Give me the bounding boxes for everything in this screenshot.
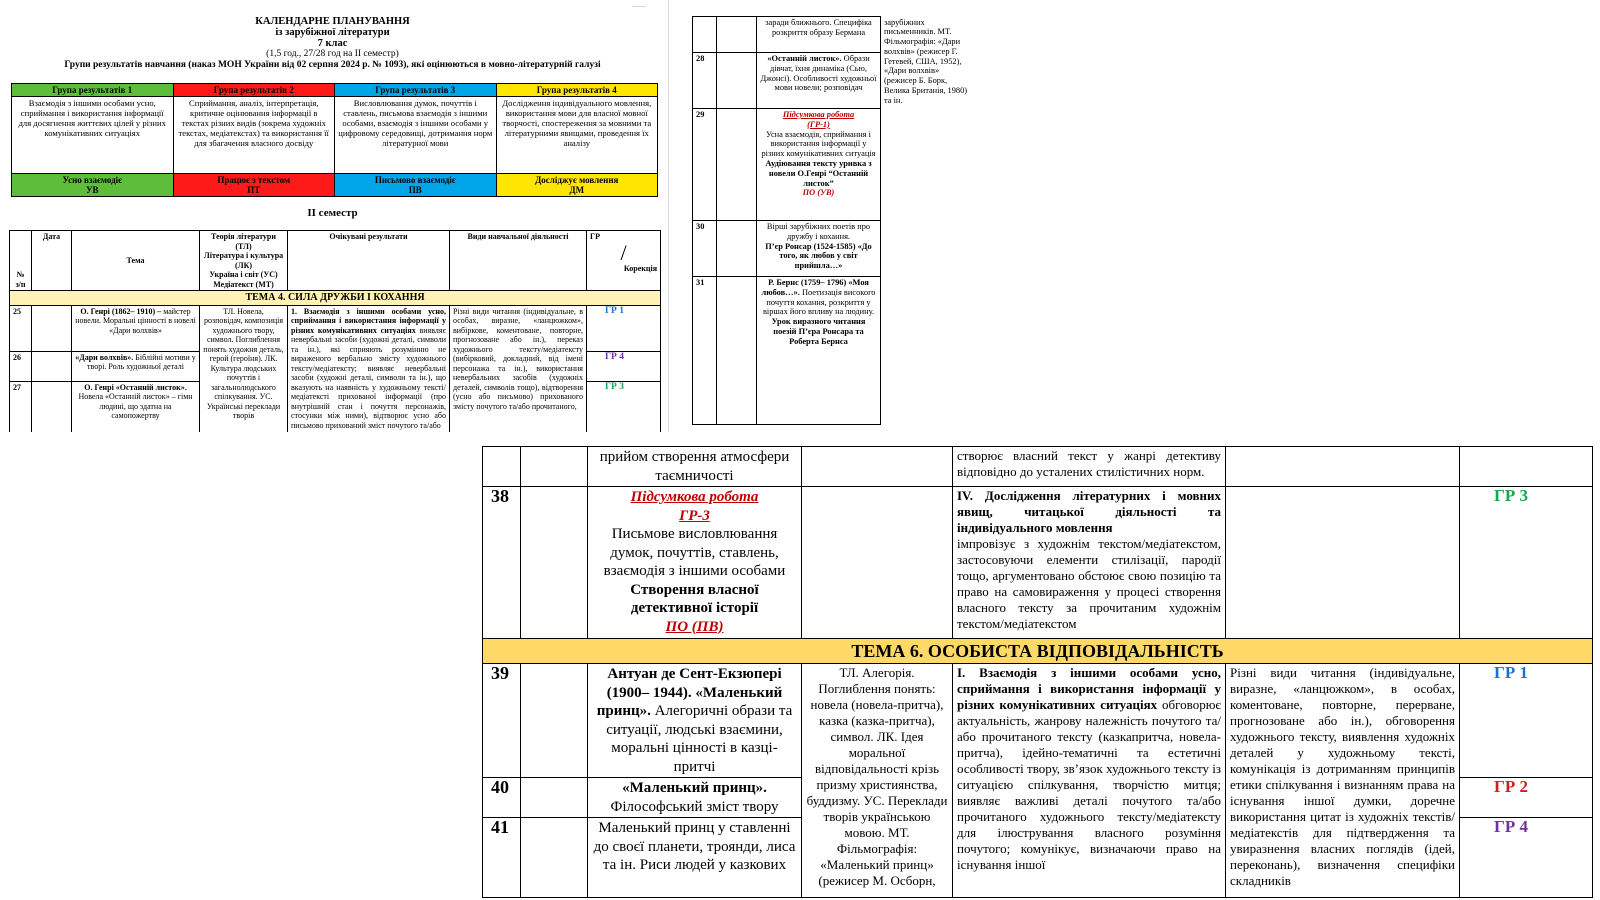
col-slash: / — [620, 239, 627, 265]
result-groups-table — [11, 83, 658, 197]
group-2-title: Група результатів 2 — [173, 84, 335, 97]
group-3-footer: Письмово взаємодіє ПВ — [335, 174, 497, 197]
group-4-desc: Дослідження індивідуального мовлення, використання мови для власної мовної творчості, спостереження за мовними та літературними явищами, проведення їх аналізу — [496, 97, 658, 174]
row-40-date — [521, 778, 588, 818]
row-38-bold: Створення власної детективної історії — [630, 581, 759, 616]
row-25-num: 25 — [10, 305, 32, 351]
group-2-footer: Працює з текстом ПТ — [173, 174, 335, 197]
results-cell-zoomed-text: обговорює актуальність, жанрову належність почутого та/або прочитаного тексту (казкапритча, новела-притча), ідейно-тематичні та естетичні особливості твору, зв’язок художнього тексту із ситуацією спілкування, творчістю митця; виявляє важливі деталі почутого та/або прочитаного художнього тексту/медіатексту для ілюстрування власного розуміння почутого; комунікує, визначаючи право на існування іншої — [957, 697, 1221, 872]
row-28-topic — [757, 53, 881, 109]
theory-cell-zoomed: ТЛ. Алегорія. Поглиблення понять: новела (новела-притча), казка (казка-притча), символ. ЛК. Ідея моральної відповідальності крізь призму християнства, буддизму. УС. Переклади творів українською мовою. МТ. Фільмографія: «Маленький принц» (режисер М. Осборн, — [802, 664, 953, 898]
activities-cell: Різні види читання (індивідуальне, в особах, виразне, «ланцюжком», вибіркове, коментоване, повторне, прогнозоване або ін.), переказ художнього тексту/медіатексту (вибірковий, докладний, від імені персонажа та ін.), використання невербальних засобів (художніх деталей, символів тощо), відтворення (усно або письмово) прихованого змісту почутого та/або прочитаного, — [450, 305, 587, 432]
header-groups-note: Групи результатів навчання (наказ МОН України від 02 серпня 2024 р. № 1093), які оцінюються в мовно-літературній галузі — [64, 60, 601, 70]
row-27-topic-text: Новела «Останній листок» – гімн людині, що здатна на самопожертву — [78, 392, 193, 420]
row-28-date — [717, 53, 757, 109]
row-31-text: Поетизація високого почуття кохання, розкриття у віршах його впливу на людину. — [762, 287, 876, 317]
row-30-date — [717, 221, 757, 277]
activities-cell-zoomed: Різні види читання (індивідуальне, виразне, «ланцюжком», в особах, коментоване, повторне, перерване, прогнозоване або ін.), обговорення художнього тексту, виявлення художніх деталей у художньому тексті, комунікація із дотриманням принципів етики спілкування і визнанням права на існування іншої думки, доречне використання цитат із художніх текстів/медіатекстів для підтвердження та увиразнення власних поглядів (ідей, переконань), визначення специфіки складників — [1226, 664, 1460, 898]
row-38-activities — [1226, 487, 1460, 639]
calendar-plan-table-zoomed — [482, 446, 1593, 898]
results-cell-zoomed-bold: І. Взаємодія з іншими особами усно, сприймання і використання інформації у різних комунікативних ситуаціях — [957, 665, 1221, 712]
row-41-gr: ГР 4 — [1460, 818, 1593, 898]
page-corner-mark — [632, 6, 646, 7]
filmography-cell: зарубіжних письменників. МТ. Фільмографія: «Дари волхвів» (режисер Г. Гетевей, США, 1952), «Дари волхвів» (режисер Б. Борк, Велика Британія, 1980) та ін. — [881, 17, 973, 109]
row-37-results: створює власний текст у жанрі детективу відповідно до усталених стилістичних норм. — [953, 447, 1226, 487]
row-38-results-text: імпровізує з художнім текстом/медіатекстом, застосовуючи елементи стилізації, пародії тощо, аргументовано обстоює свою позицію та право на самовираження у процесі створення власного тексту за прочитаним художнім текстом/медіатекстом — [957, 536, 1221, 631]
row-31-line — [760, 278, 877, 317]
topic-4-title: ТЕМА 4. СИЛА ДРУЖБИ І КОХАННЯ — [10, 291, 661, 306]
row-39-topic — [588, 664, 802, 778]
row-39-date — [521, 664, 588, 778]
row-29-side — [881, 109, 973, 221]
row-40-num: 40 — [483, 778, 521, 818]
row-27-date — [32, 381, 72, 432]
row-29-text: Усна взаємодія, сприймання і використання інформації у різних комунікативних ситуація — [761, 129, 876, 159]
document-header — [0, 16, 665, 71]
row-25-topic-text: майстер новели. Моральні цінності в новелі «Дари волхвів» — [75, 306, 196, 335]
header-grade: 7 клас — [317, 38, 348, 49]
col-date: Дата — [32, 231, 72, 291]
row-26-num: 26 — [10, 351, 32, 381]
row-38-num: 38 — [483, 487, 521, 639]
row-29-num: 29 — [693, 109, 717, 221]
row-37-date — [521, 447, 588, 487]
calendar-plan-table — [9, 230, 661, 432]
group-1-footer: Усно взаємодіє УВ — [12, 174, 174, 197]
results-cell-text: виявляє невербальні засоби (художні деталі, символи та ін.), які сприяють розумінню не вираженого вербально змісту художнього тексту/медіатексту; виявляє невербальні засоби (художні деталі, символи та ін.), що вказують на наявність у художньому тексті/медіатексті прихованої інформації (про внутрішній стан і почуття персонажів, стосунки між ними), відтворює усно або письмово прихований зміст почутого та/або — [291, 325, 446, 430]
row-38-topic — [588, 487, 802, 639]
row-38-gr: ГР 3 — [1460, 487, 1593, 639]
row-39-gr: ГР 1 — [1460, 664, 1593, 778]
col-gr: ГР — [590, 232, 600, 241]
header-title: КАЛЕНДАРНЕ ПЛАНУВАННЯ — [255, 16, 410, 27]
col-topic: Тема — [72, 231, 200, 291]
row-40-topic — [588, 778, 802, 818]
prev-row-date — [717, 17, 757, 53]
row-37-theory — [802, 447, 953, 487]
row-40-topic-bold: «Маленький принц». — [622, 780, 767, 796]
calendar-plan-table-continued — [692, 16, 973, 425]
row-25-date — [32, 305, 72, 351]
row-29-bold: Аудіювання тексту уривка з новели О.Генрі “Останній листок” — [765, 158, 872, 188]
row-31-bold: Урок виразного читання поезій П’єра Ронсара та Роберта Бернса — [771, 317, 866, 346]
row-28-num: 28 — [693, 53, 717, 109]
row-38-group: ГР-3 — [679, 507, 710, 524]
row-25-gr: ГР 1 — [587, 305, 661, 351]
row-26-gr: ГР 4 — [587, 351, 661, 381]
row-37-activities — [1226, 447, 1460, 487]
row-38-theory — [802, 487, 953, 639]
semester-title: ІІ семестр — [307, 207, 358, 219]
group-3-title: Група результатів 3 — [335, 84, 497, 97]
page-divider — [668, 0, 669, 432]
row-30-topic — [757, 221, 881, 277]
document-page-2 — [690, 0, 974, 432]
results-cell-bold: 1. Взаємодія з іншими особами усно, сприймання і використання інформації у різних комунікативних ситуаціях — [291, 306, 446, 335]
row-31-num: 31 — [693, 277, 717, 425]
row-37-topic: прийом створення атмосфери таємничості — [588, 447, 802, 487]
header-hours: (1,5 год., 27/28 год на ІІ семестр) — [266, 49, 399, 59]
row-37-num — [483, 447, 521, 487]
group-2-desc: Сприймання, аналіз, інтерпретація, критичне оцінювання інформації в текстах різних видів (зокрема художніх текстах, медіатекстах) та використання її для збагачення власного досвіду — [173, 97, 335, 174]
row-39-topic-text: Алегоричні образи та ситуації, людські взаємини, моральні цінності в казці-притчі — [606, 703, 793, 775]
row-39-topic-bold: Антуан де Сент-Екзюпері (1900– 1944). «Маленький принц». — [596, 666, 783, 719]
theory-cell: ТЛ. Новела, розповідач, композиція художнього твору, символ. Поглиблення понять художня деталь, герой (героїня). ЛК. Культура людських почуттів і загальнолюдського спілкування. УС. Українські переклади творів — [200, 305, 288, 432]
group-1-title: Група результатів 1 — [12, 84, 174, 97]
group-1-desc: Взаємодія з іншими особами усно, сприймання і використання інформації для досягнення життєвих цілей у різних комунікативних ситуаціях — [12, 97, 174, 174]
row-29-final-work: Підсумкова робота — [782, 110, 855, 119]
row-28-topic-bold: «Останній листок». — [767, 54, 844, 63]
row-25-topic — [72, 305, 200, 351]
row-37-gr — [1460, 447, 1593, 487]
prev-row-topic: заради ближнього. Специфіка розкриття образу Бермана — [757, 17, 881, 53]
row-29-topic — [757, 109, 881, 221]
row-40-gr: ГР 2 — [1460, 778, 1593, 818]
topic-6-title: ТЕМА 6. ОСОБИСТА ВІДПОВІДАЛЬНІСТЬ — [483, 639, 1593, 664]
row-27-topic — [72, 381, 200, 432]
row-29-po: ПО (УВ) — [802, 188, 835, 198]
row-27-topic-bold: О. Генрі «Останній листок». — [84, 382, 187, 392]
group-4-footer: Досліджує мовлення ДМ — [496, 174, 658, 197]
row-30-side — [881, 221, 973, 277]
row-28-topic-text: Образи дівчат, їхня динаміка (Сью, Джонсі). Особливості художньої мови новели; розповідач — [760, 54, 877, 93]
group-3-desc: Висловлювання думок, почуттів і ставлень, письмова взаємодія з іншими особами, взаємодія з іншими особами у цифровому середовищі, дотримання норм літературної мови — [335, 97, 497, 174]
row-31-date — [717, 277, 757, 425]
row-39-num: 39 — [483, 664, 521, 778]
row-30-num: 30 — [693, 221, 717, 277]
row-31-topic — [757, 277, 881, 425]
row-26-date — [32, 351, 72, 381]
row-31-side — [881, 277, 973, 425]
row-38-date — [521, 487, 588, 639]
col-correction: Корекція — [623, 263, 658, 273]
col-num: № з/п — [10, 231, 32, 291]
row-38-text: Письмове висловлювання думок, почуттів, ставлень, взаємодія з іншими особами — [603, 526, 786, 579]
col-theory: Теорія літератури (ТЛ) Література і культура (ЛК) Україна і світ (УС) Медіатекст (МТ) — [200, 231, 288, 291]
col-activities: Види навчальної діяльності — [450, 231, 587, 291]
row-27-gr: ГР 3 — [587, 381, 661, 432]
row-41-topic: Маленький принц у ставленні до своєї планети, троянди, лиса та ін. Риси людей у казкових — [588, 818, 802, 898]
row-26-topic-text: Біблійні мотиви у творі. Роль художньої деталі — [86, 352, 196, 371]
row-26-topic — [72, 351, 200, 381]
row-30-bold: П’єр Ронсар (1524-1585) «До того, як любов у світ прийшла…» — [765, 241, 872, 271]
row-29-date — [717, 109, 757, 221]
row-26-topic-bold: «Дари волхвів». — [75, 352, 136, 362]
row-38-final-work: Підсумкова робота — [630, 489, 759, 505]
results-cell-zoomed — [953, 664, 1226, 898]
row-31-bold1: Р. Бернс (1759– 1796) «Моя любов…». — [761, 278, 869, 297]
row-41-num: 41 — [483, 818, 521, 898]
row-27-num: 27 — [10, 381, 32, 432]
row-38-results-bold: ІV. Дослідження літературних і мовних явищ, читацької діяльності та індивідуального мовлення — [957, 488, 1221, 535]
col-gr-correction — [587, 231, 661, 291]
prev-row-num — [693, 17, 717, 53]
document-page-1 — [0, 0, 665, 432]
row-38-po: ПО (ПВ) — [665, 618, 724, 635]
group-4-title: Група результатів 4 — [496, 84, 658, 97]
row-40-topic-text: Філософський зміст твору — [610, 798, 779, 815]
col-results: Очікувані результати — [288, 231, 450, 291]
row-25-topic-bold: О. Генрі (1862– 1910) – — [80, 306, 164, 316]
header-subject: із зарубіжної літератури — [275, 27, 390, 38]
row-41-date — [521, 818, 588, 898]
row-30-text: Вірші зарубіжних поетів про дружбу і кохання. — [766, 222, 871, 241]
results-cell — [288, 305, 450, 432]
row-38-results — [953, 487, 1226, 639]
row-29-group: (ГР-1) — [807, 119, 830, 129]
document-page-3 — [470, 436, 1600, 900]
